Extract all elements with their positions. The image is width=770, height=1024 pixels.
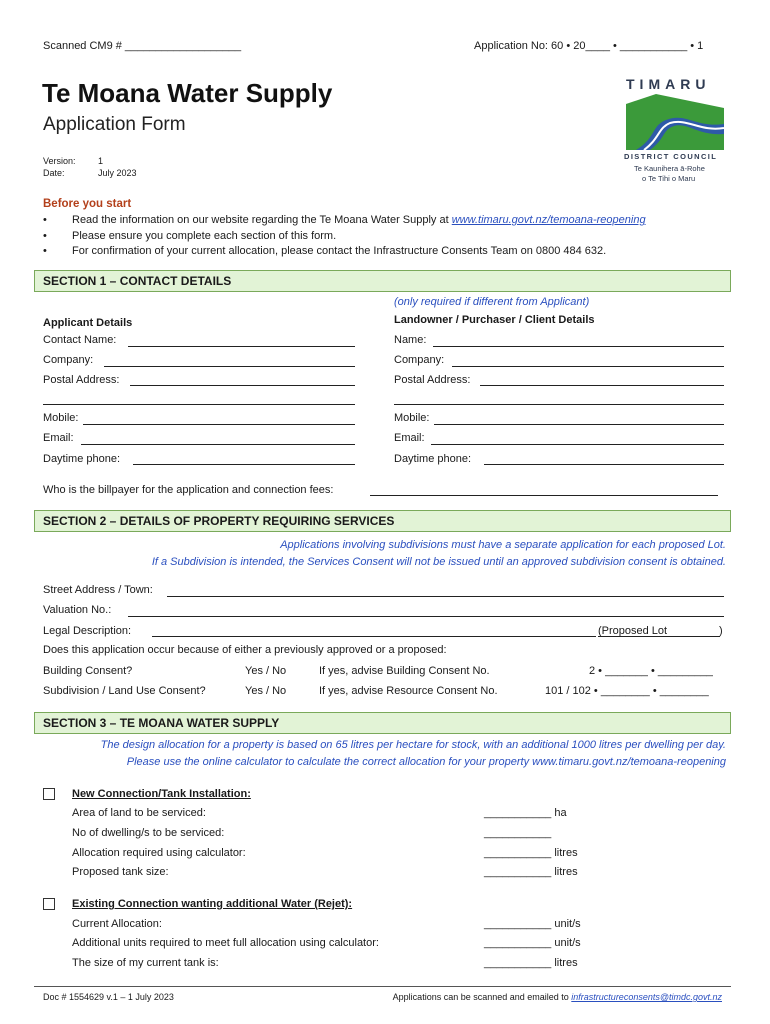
proposed-tank-field[interactable]: ___________ litres (484, 866, 578, 878)
additional-units-field[interactable]: ___________ unit/s (484, 937, 581, 949)
landowner-phone-field[interactable] (484, 464, 724, 465)
applicant-postal-field-2[interactable] (43, 404, 355, 405)
applicant-company-field[interactable] (104, 366, 355, 367)
applicant-email-field[interactable] (81, 444, 355, 445)
additional-units-label: Additional units required to meet full allocation using calculator: (72, 937, 379, 949)
applicant-email-label: Email: (43, 432, 74, 444)
logo-maori-line1: Te Kaunihera ā-Rohe (634, 164, 705, 173)
current-allocation-field[interactable]: ___________ unit/s (484, 918, 581, 930)
landowner-mobile-label: Mobile: (394, 412, 430, 424)
landowner-details-heading: Landowner / Purchaser / Client Details (394, 314, 595, 326)
area-label: Area of land to be serviced: (72, 807, 206, 819)
building-consent-number-field[interactable]: 2 • _______ • _________ (589, 665, 713, 677)
landowner-postal-field[interactable] (480, 385, 724, 386)
scanned-cm9-field[interactable]: Scanned CM9 # ___________________ (43, 40, 242, 52)
landowner-company-field[interactable] (452, 366, 724, 367)
new-connection-heading: New Connection/Tank Installation: (72, 788, 251, 800)
building-consent-label: Building Consent? (43, 665, 133, 677)
section-3-note-2: Please use the online calculator to calculate the correct allocation for your property www.timaru.govt.nz/temoana-reopening (126, 756, 726, 768)
page-subtitle: Application Form (43, 114, 186, 135)
applicant-postal-field[interactable] (130, 385, 355, 386)
landowner-email-label: Email: (394, 432, 425, 444)
landowner-company-label: Company: (394, 354, 445, 366)
proposed-tank-label: Proposed tank size: (72, 866, 169, 878)
applicant-contact-label: Contact Name: (43, 334, 117, 346)
dwellings-label: No of dwelling/s to be serviced: (72, 827, 225, 839)
logo-maori-line2: o Te Tihi o Maru (642, 174, 696, 183)
before-bullet-2: • Please ensure you complete each section of this form. (72, 230, 336, 242)
applicant-mobile-field[interactable] (83, 424, 355, 425)
advise-building-label: If yes, advise Building Consent No. (319, 665, 490, 677)
applicant-phone-field[interactable] (133, 464, 355, 465)
footer-email-text: Applications can be scanned and emailed to (392, 992, 572, 1002)
logo-council-text: DISTRICT COUNCIL (624, 152, 718, 161)
applicant-phone-label: Daytime phone: (43, 453, 121, 465)
applicant-details-heading: Applicant Details (43, 317, 133, 329)
subdivision-consent-label: Subdivision / Land Use Consent? (43, 685, 206, 697)
landowner-name-label: Name: (394, 334, 427, 346)
legal-description-label: Legal Description: (43, 625, 132, 637)
street-address-field[interactable] (167, 596, 724, 597)
version-label: Version: (43, 156, 76, 166)
before-you-start-heading: Before you start (43, 198, 132, 210)
footer-email-note (393, 992, 722, 1002)
before-bullet-3: • For confirmation of your current allocation, please contact the Infrastructure Consents Team on 0800 484 632. (72, 245, 606, 257)
area-field[interactable]: ___________ ha (484, 807, 567, 819)
allocation-label: Allocation required using calculator: (72, 847, 246, 859)
timaru-logo (620, 74, 730, 186)
applicant-contact-field[interactable] (128, 346, 355, 347)
landowner-name-field[interactable] (433, 346, 724, 347)
date-label: Date: (43, 168, 65, 178)
before-bullet-1-text: Read the information on our website regarding the Te Moana Water Supply at (72, 214, 452, 226)
allocation-field[interactable]: ___________ litres (484, 847, 578, 859)
proposed-lot-close: ) (719, 625, 723, 637)
logo-wordmark: TIMARU (626, 76, 711, 92)
legal-description-field[interactable] (152, 636, 596, 637)
page-title: Te Moana Water Supply (42, 78, 333, 108)
section-1-note: (only required if different from Applicant) (394, 296, 590, 308)
section-2-note-1: Applications involving subdivisions must have a separate application for each proposed Lot. (280, 539, 726, 551)
current-allocation-label: Current Allocation: (72, 918, 162, 930)
section-3-note-1: The design allocation for a property is based on 65 litres per hectare for stock, with an additional 1000 litres per dwelling per day. (100, 739, 726, 751)
advise-resource-label: If yes, advise Resource Consent No. (319, 685, 498, 697)
valuation-label: Valuation No.: (43, 604, 112, 616)
footer-doc-number: Doc # 1554629 v.1 – 1 July 2023 (43, 992, 174, 1002)
street-address-label: Street Address / Town: (43, 584, 153, 596)
landowner-postal-label: Postal Address: (394, 374, 471, 386)
logo-graphic (626, 94, 724, 150)
applicant-mobile-label: Mobile: (43, 412, 79, 424)
applicant-postal-label: Postal Address: (43, 374, 120, 386)
consent-question: Does this application occur because of either a previously approved or a proposed: (43, 644, 447, 656)
billpayer-label: Who is the billpayer for the application and connection fees: (43, 484, 334, 496)
landowner-email-field[interactable] (431, 444, 724, 445)
section-3-header: SECTION 3 – TE MOANA WATER SUPPLY (34, 712, 731, 734)
valuation-field[interactable] (128, 616, 724, 617)
version-value: 1 (98, 156, 104, 166)
landowner-mobile-field[interactable] (434, 424, 724, 425)
date-value: July 2023 (98, 168, 137, 178)
applicant-company-label: Company: (43, 354, 94, 366)
proposed-lot-field[interactable] (598, 636, 720, 637)
section-2-note-2: If a Subdivision is intended, the Services Consent will not be issued until an approved subdivision consent is obtained. (151, 556, 726, 568)
before-bullet-1 (72, 214, 646, 226)
new-connection-checkbox[interactable] (43, 788, 55, 800)
billpayer-field[interactable] (370, 495, 718, 496)
current-tank-field[interactable]: ___________ litres (484, 957, 578, 969)
section-2-header: SECTION 2 – DETAILS OF PROPERTY REQUIRING SERVICES (34, 510, 731, 532)
landowner-phone-label: Daytime phone: (394, 453, 472, 465)
current-tank-label: The size of my current tank is: (72, 957, 219, 969)
footer-email-link[interactable]: infrastructureconsents@timdc.govt.nz (571, 992, 722, 1002)
existing-connection-checkbox[interactable] (43, 898, 55, 910)
building-consent-yes-no[interactable]: Yes / No (245, 665, 287, 677)
existing-connection-heading: Existing Connection wanting additional Water (Rejet): (72, 898, 353, 910)
proposed-lot-label: (Proposed Lot (598, 625, 668, 637)
section-1-header: SECTION 1 – CONTACT DETAILS (34, 270, 731, 292)
dwellings-field[interactable]: ___________ (484, 827, 552, 839)
subdivision-consent-yes-no[interactable]: Yes / No (245, 685, 287, 697)
footer-divider (34, 986, 731, 987)
temoana-website-link[interactable]: www.timaru.govt.nz/temoana-reopening (451, 214, 646, 226)
application-number-field[interactable]: Application No: 60 • 20____ • ___________ • 1 (474, 40, 704, 52)
landowner-postal-field-2[interactable] (394, 404, 724, 405)
resource-consent-number-field[interactable]: 101 / 102 • ________ • ________ (545, 685, 709, 697)
